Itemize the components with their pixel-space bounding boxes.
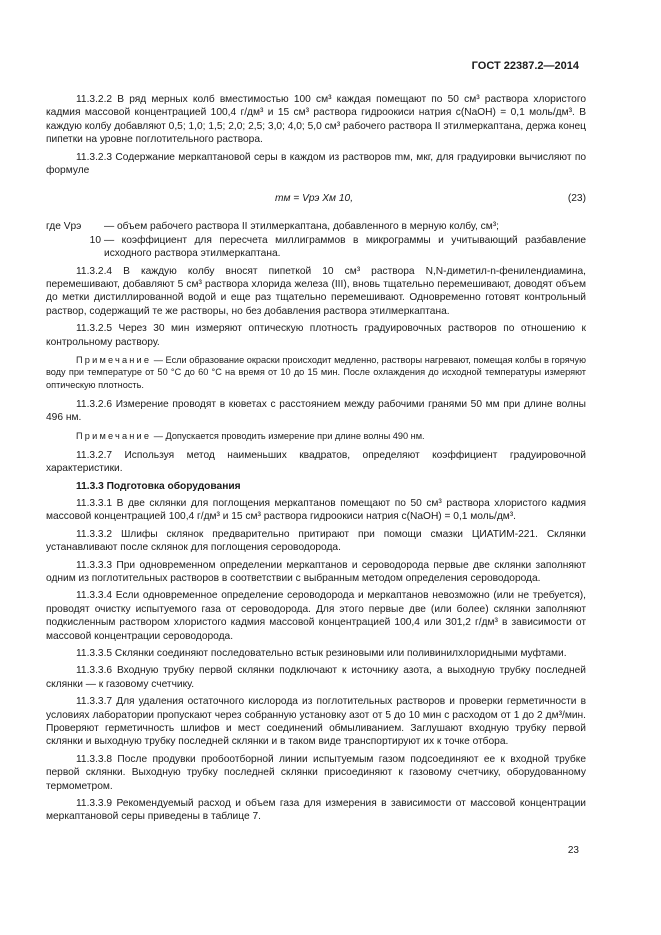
paragraph-11-3-2-3: 11.3.2.3 Содержание меркаптановой серы в каждом из растворов mм, мкг, для градуировки вычисляют по формуле [46, 151, 586, 177]
definitions-list [46, 220, 586, 260]
paragraph-11-3-3-3: 11.3.3.3 При одновременном определении меркаптанов и сероводорода первые две склянки заполняют одним из поглотительных растворов в соответствии с выбранным методом определения сероводорода. [46, 559, 586, 584]
paragraph-11-3-3-5: 11.3.3.5 Склянки соединяют последовательно встык резиновыми или поливинилхлоридными муфтами. [76, 648, 567, 659]
note-1 [46, 354, 586, 391]
note-label: Примечание [76, 430, 152, 441]
note-text: — Если образование окраски происходит медленно, растворы нагревают, помещая колбы в горячую воду при температуре от 50 °С до 60 °С на время от 10 до 15 мин. После охлаждения до исходной температуры измеряют оптическую плотность. [46, 355, 586, 390]
paragraph-11-3-3-7: 11.3.3.7 Для удаления остаточного кислорода из поглотительных растворов и проверки герметичности в условиях лаборатории пропускают через собранную установку азот от 5 до 10 мин с расходом от 1 до 2 дм³/мин. Проверяют герметичность шлифов и мест соединений обмыливанием. Заглушают входную трубку первой склянки и выходную трубку последней склянки и в таком виде транспортируют их к точке отбора. [46, 696, 586, 748]
document-header: ГОСТ 22387.2—2014 [471, 60, 579, 72]
document-body [46, 93, 586, 828]
note-label: Примечание [76, 355, 152, 366]
definition-description: — объем рабочего раствора II этилмеркаптана, добавленного в мерную колбу, см³; [104, 221, 499, 233]
section-heading-11-3-3: 11.3.3 Подготовка оборудования [76, 480, 241, 492]
note-2 [46, 430, 586, 442]
paragraph-11-3-3-4: 11.3.3.4 Если одновременное определение сероводорода и меркаптанов невозможно (или не требуется), проводят очистку испытуемого газа от сероводорода. Для этого первые две (или более) склянки заполняют подкисленным раствором хлористого кадмия массовой концентрацией 100,4 или 301,2 г/дм³ в зависимости от массовой концентрации сероводорода. [46, 590, 586, 642]
paragraph-11-3-3-8: 11.3.3.8 После продувки пробоотборной линии испытуемым газом подсоединяют ее к входной трубке первой склянки. Выходную трубку последней склянки присоединяют к газовому счетчику, оборудованному термометром. [46, 753, 586, 792]
paragraph-11-3-2-4: 11.3.2.4 В каждую колбу вносят пипеткой 10 см³ раствора N,N-диметил-n-фенилендиамина, перемешивают, добавляют 5 см³ раствора хлорида железа (III), вновь тщательно перемешивают, доводят объем до метки дистиллированной водой и еще раз тщательно перемешивают. Одновременно готовят контрольный раствор, содержащий те же растворы, но без добавления раствора этилмеркаптана. [46, 265, 586, 317]
paragraph-11-3-3-2: 11.3.3.2 Шлифы склянок предварительно притирают при помощи смазки ЦИАТИМ-221. Склянки устанавливают после склянок для поглощения сероводорода. [46, 528, 586, 554]
page-number: 23 [567, 845, 579, 856]
paragraph-11-3-2-6: 11.3.2.6 Измерение проводят в кюветах с расстоянием между рабочими гранями 50 мм при длине волны 496 нм. [46, 398, 586, 424]
formula-23 [46, 192, 586, 206]
definition-row [46, 234, 586, 261]
formula-expression: mм = Vрэ Xм 10, [275, 193, 354, 205]
formula-number: (23) [567, 193, 586, 205]
paragraph-11-3-2-7: 11.3.2.7 Используя метод наименьших квадратов, определяют коэффициент градуировочной характеристики. [46, 449, 586, 475]
note-text: — Допускается проводить измерение при длине волны 490 нм. [153, 430, 425, 441]
definition-description: — коэффициент для пересчета миллиграммов в микрограммы и учитывающий разбавление исходного раствора этилмеркаптана. [104, 234, 586, 260]
paragraph-11-3-2-5: 11.3.2.5 Через 30 мин измеряют оптическую плотность градуировочных растворов по отношению к контрольному раствору. [46, 323, 586, 348]
definition-term: 10 [89, 234, 101, 246]
definition-row [46, 220, 586, 233]
paragraph-11-3-3-9: 11.3.3.9 Рекомендуемый расход и объем газа для измерения в зависимости от массовой концентрации меркаптановой серы приведены в таблице 7. [46, 798, 586, 823]
paragraph-11-3-3-1: 11.3.3.1 В две склянки для поглощения меркаптанов помещают по 50 см³ раствора хлористого кадмия массовой концентрацией 100,4 г/дм³ и 15 см³ раствора гидроокиси натрия c(NaOH) = 0,1 моль/дм³. [46, 497, 586, 523]
paragraph-11-3-3-6: 11.3.3.6 Входную трубку первой склянки подключают к источнику азота, а выходную трубку последней склянки — к газовому счетчику. [46, 665, 586, 690]
paragraph-11-3-2-2: 11.3.2.2 В ряд мерных колб вместимостью 100 см³ каждая помещают по 50 см³ раствора хлористого кадмия массовой концентрацией 100,4 г/дм³ и 15 см³ раствора гидроокиси натрия c(NaOH) = 0,1 моль/дм³. В каждую колбу добавляют 0,5; 1,0; 1,5; 2,0; 2,5; 3,0; 4,0; 5,0 см³ рабочего раствора II этилмеркаптана, держа конец пипетки на уровне поглотительного раствора. [46, 94, 586, 146]
definition-term: где Vрэ [46, 221, 82, 233]
